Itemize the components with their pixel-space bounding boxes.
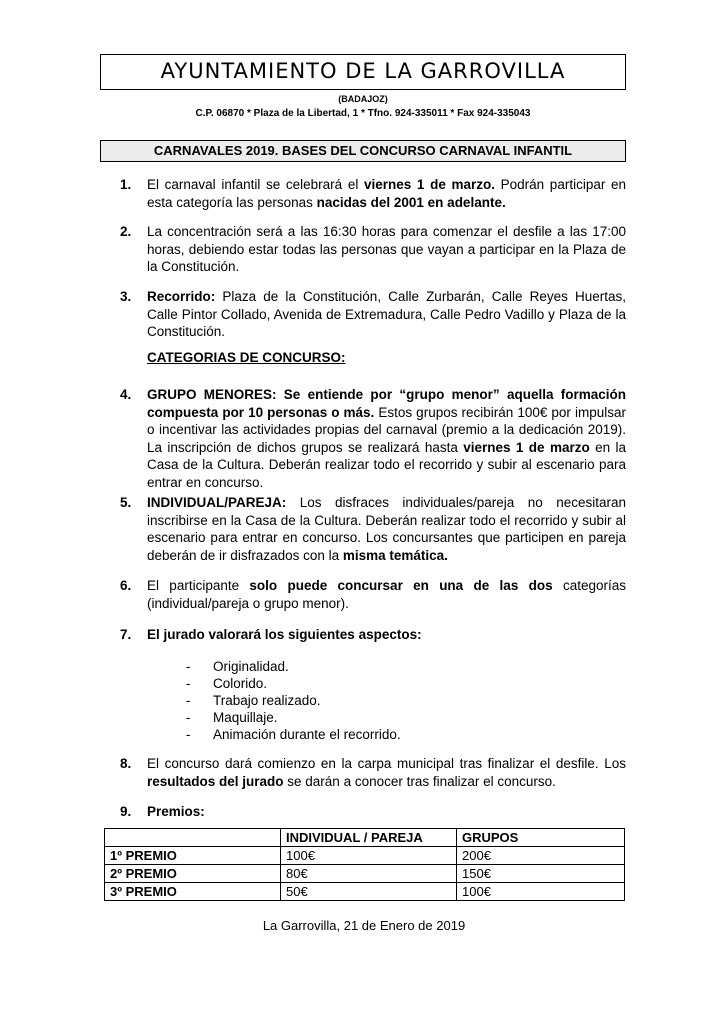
prize-individual: 100€	[281, 847, 457, 865]
letterhead-address: C.P. 06870 * Plaza de la Libertad, 1 * Tfno. 924-335011 * Fax 924-335043	[195, 108, 531, 119]
rule-4: 4. GRUPO MENORES: Se entiende por “grupo menor” aquella formación compuesta por 10 personas o más. Estos grupos recibirán 100€ por impulsar o incentivar las actividades propias del carnaval (premio a la dedicación 2019). La inscripción de dichos grupos se realizará hasta viernes 1 de marzo en la Casa de la Cultura. Deberán realizar todo el recorrido y subir al escenario para entrar en concurso.	[120, 387, 627, 490]
table-row	[105, 847, 625, 865]
prize-group: 150€	[457, 865, 625, 883]
rule-number: 8.	[120, 756, 132, 771]
aspect-list-item: - Maquillaje.	[186, 710, 278, 725]
document-title: CARNAVALES 2019. BASES DEL CONCURSO CARNAVAL INFANTIL	[100, 140, 626, 162]
prize-name: 1º PREMIO	[105, 847, 281, 865]
prize-individual: 80€	[281, 865, 457, 883]
rule-2: 2. La concentración será a las 16:30 horas para comenzar el desfile a las 17:00 horas, debiendo estar todas las personas que vayan a participar en la Plaza de la Constitución.	[120, 224, 626, 274]
table-header-cell: INDIVIDUAL / PAREJA	[281, 829, 457, 847]
rule-6: 6. El participante solo puede concursar en una de las dos categorías (individual/pareja o grupo menor).	[120, 578, 626, 611]
aspect-list-item: - Originalidad.	[186, 659, 289, 674]
prize-group: 100€	[457, 883, 625, 901]
prize-name: 2º PREMIO	[105, 865, 281, 883]
table-header-cell: GRUPOS	[457, 829, 625, 847]
aspect-list-item: - Colorido.	[186, 676, 268, 691]
letterhead-province: (BADAJOZ)	[338, 94, 388, 104]
table-row	[105, 865, 625, 883]
place-date: La Garrovilla, 21 de Enero de 2019	[262, 918, 466, 933]
rule-number: 4.	[120, 387, 132, 402]
table-header-row	[105, 829, 625, 847]
rule-number: 6.	[120, 578, 132, 593]
rule-number: 1.	[120, 177, 132, 192]
letterhead-title: AYUNTAMIENTO DE LA GARROVILLA	[100, 54, 626, 90]
prize-group: 200€	[457, 847, 625, 865]
aspect-list-item: - Trabajo realizado.	[186, 693, 321, 708]
prizes-table	[104, 828, 625, 901]
table-row	[105, 883, 625, 901]
rule-number: 7.	[120, 627, 132, 642]
prize-name: 3º PREMIO	[105, 883, 281, 901]
rule-3: 3. Recorrido: Plaza de la Constitución, Calle Zurbarán, Calle Reyes Huertas, Calle Pintor Collado, Avenida de Extremadura, Calle Pedro Vadillo y Plaza de la Constitución.	[120, 289, 626, 339]
table-header-cell	[105, 829, 281, 847]
prize-individual: 50€	[281, 883, 457, 901]
rule-8: 8. El concurso dará comienzo en la carpa municipal tras finalizar el desfile. Los resultados del jurado se darán a conocer tras finalizar el concurso.	[120, 756, 626, 789]
rule-5: 5. INDIVIDUAL/PAREJA: Los disfraces individuales/pareja no necesitaran inscribirse en la Casa de la Cultura. Deberán realizar todo el recorrido y subir al escenario para entrar en concurso. Los concursantes que participen en pareja deberán de ir disfrazados con la misma temática.	[120, 495, 626, 563]
rule-1: 1. El carnaval infantil se celebrará el viernes 1 de marzo. Podrán participar en esta categoría las personas nacidas del 2001 en adelante.	[120, 177, 626, 210]
rule-number: 5.	[120, 495, 132, 510]
aspect-list-item: - Animación durante el recorrido.	[186, 727, 401, 742]
rule-number: 9.	[120, 804, 132, 819]
rule-9: 9. Premios:	[120, 804, 205, 819]
rule-number: 2.	[120, 224, 132, 239]
categories-heading: CATEGORIAS DE CONCURSO:	[147, 350, 346, 365]
rule-number: 3.	[120, 289, 132, 304]
rule-7: 7. El jurado valorará los siguientes aspectos:	[120, 627, 422, 642]
